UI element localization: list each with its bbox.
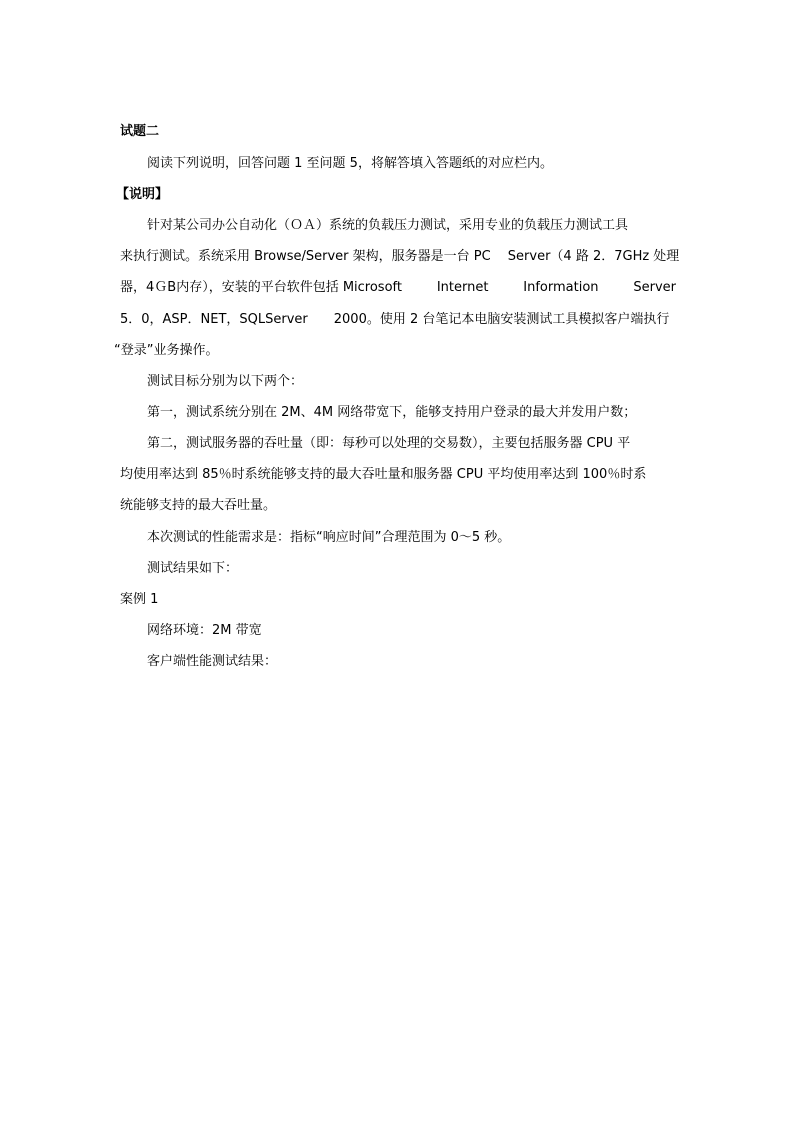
intro-line-4: 5．0，ASP．NET，SQLServer 2000。使用 2 台笔记本电脑安装测试工具模拟客户端执行 <box>120 312 670 327</box>
intro-line-5: “登录”业务操作。 <box>114 343 219 358</box>
instruction-text: 阅读下列说明，回答问题 1 至问题 5，将解答填入答题纸的对应栏内。 <box>147 156 553 171</box>
intro-line-3 <box>120 278 676 298</box>
intro-line-3-part-3: Information <box>523 280 599 295</box>
intro-line-3-part-1: 器，4ＧB内存），安装的平台软件包括 Microsoft <box>120 280 402 295</box>
section-heading: 【说明】 <box>116 187 169 202</box>
goal-2-line-1: 第二，测试服务器的吞吐量（即：每秒可以处理的交易数），主要包括服务器 CPU 平 <box>147 436 631 451</box>
intro-line-1: 针对某公司办公自动化（ＯＡ）系统的负载压力测试，采用专业的负载压力测试工具 <box>147 218 629 233</box>
intro-line-3-part-2: Internet <box>436 280 489 295</box>
intro-line-2: 来执行测试。系统采用 Browse/Server 架构，服务器是一台 PC Server（4 路 2．7GHz 处理 <box>120 249 680 264</box>
intro-line-3-part-4: Server <box>633 280 676 295</box>
exam-question-title: 试题二 <box>120 124 160 139</box>
goal-2-line-2: 均使用率达到 85％时系统能够支持的最大吞吐量和服务器 CPU 平均使用率达到 100％时系 <box>120 467 647 482</box>
results-intro: 测试结果如下： <box>147 561 239 576</box>
network-environment: 网络环境：2M 带宽 <box>147 623 262 638</box>
performance-requirement: 本次测试的性能需求是：指标“响应时间”合理范围为 0～5 秒。 <box>147 530 511 545</box>
goal-1: 第一，测试系统分别在 2M、4M 网络带宽下，能够支持用户登录的最大并发用户数； <box>147 405 637 420</box>
goal-2-line-3: 统能够支持的最大吞吐量。 <box>120 498 277 513</box>
client-results-label: 客户端性能测试结果： <box>147 654 278 669</box>
goals-intro: 测试目标分别为以下两个： <box>147 374 304 389</box>
case-label: 案例 1 <box>120 592 159 607</box>
